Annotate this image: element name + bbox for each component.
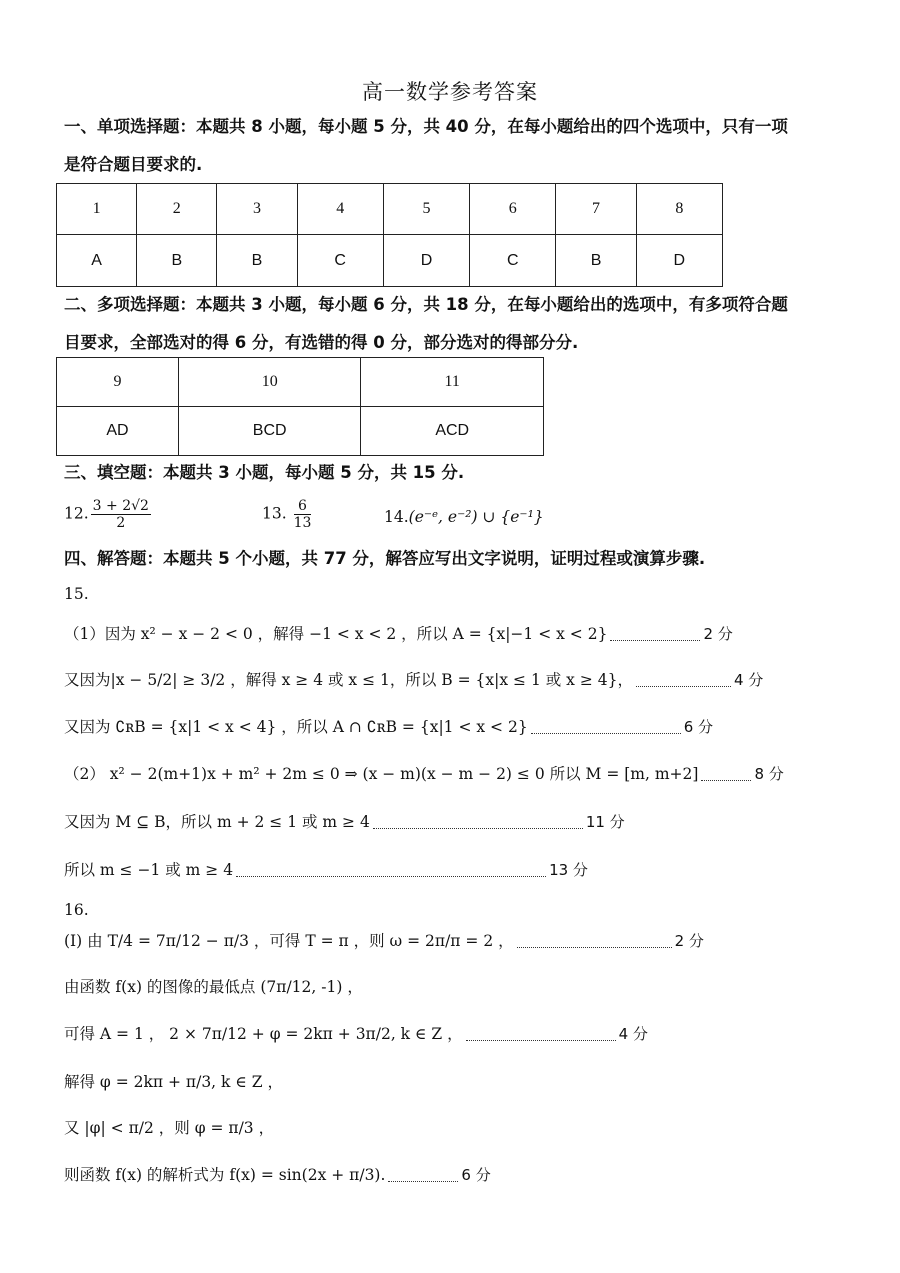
score-label: 11 分 [585,813,625,831]
section1-number-row [57,184,723,235]
section1-answer-row [57,235,723,287]
section4-heading: 四、解答题：本题共 5 个小题，共 77 分，解答应写出文字说明，证明过程或演算步骤. [64,549,706,568]
q16-step4 [64,1070,283,1094]
section2-number-row [57,358,544,407]
q15-step3-text: 又因为 ∁ʀB = {x|1 < x < 4} ，所以 A ∩ ∁ʀB = {x|1 < x < 2} [64,718,528,736]
q13-fraction [294,498,312,531]
q16-step1 [64,929,704,953]
table-cell: 4 [297,184,383,235]
score-label: 13 分 [549,861,588,879]
q15-step4 [64,762,784,786]
score-label: 2 分 [703,625,733,643]
score-label: 4 分 [618,1025,648,1043]
score-label: 8 分 [754,765,784,783]
q13-answer [262,498,313,531]
q15-step2 [64,668,763,692]
q16-step2-text: 由函数 f(x) 的图像的最低点 (7π/12, -1) ， [64,978,363,996]
table-cell: ACD [361,407,544,456]
dot-leader [636,676,731,687]
q16-step6-text: 则函数 f(x) 的解析式为 f(x) = sin(2x + π/3). [64,1166,386,1184]
dot-leader [373,818,583,829]
dot-leader [388,1171,458,1182]
table-cell: 2 [137,184,217,235]
q15-step4-text: （2） x² − 2(m+1)x + m² + 2m ≤ 0 ⇒ (x − m)(x − m − 2) ≤ 0 所以 M = [m, m+2] [64,765,699,783]
section1-answer-table [56,183,723,287]
score-label: 2 分 [674,932,704,950]
q12-numerator: 3 + 2√2 [92,498,149,514]
table-cell: 7 [556,184,636,235]
q16-step5-text: 又 |φ| < π/2 ，则 φ = π/3 ， [64,1119,275,1137]
table-cell: 11 [361,358,544,407]
table-cell: 9 [57,358,179,407]
table-cell: AD [57,407,179,456]
q15-step3 [64,715,713,739]
q16-step5 [64,1116,274,1140]
table-cell: D [636,235,722,287]
q13-denominator: 13 [293,515,312,531]
dot-leader [610,630,700,641]
q16-step2 [64,975,363,999]
q16-step3 [64,1022,648,1046]
q15-step2-prefix: 又因为 [64,671,111,689]
table-cell: 8 [636,184,722,235]
table-cell: 5 [383,184,469,235]
table-cell: B [137,235,217,287]
section3-heading: 三、填空题：本题共 3 小题，每小题 5 分，共 15 分. [64,463,465,482]
score-label: 4 分 [733,671,764,689]
section1-heading-line2: 是符合题目要求的. [64,155,203,174]
q14-answer [384,505,544,529]
q13-label: 13. [262,504,287,523]
q15-step1-text: （1）因为 x² − x − 2 < 0 ，解得 −1 < x < 2 ，所以 A = {x|−1 < x < 2} [64,625,608,643]
dot-leader [466,1030,616,1041]
section2-heading-line2: 目要求，全部选对的得 6 分，有选错的得 0 分，部分选对的得部分分. [64,333,579,352]
q15-label: 15. [64,585,89,603]
q12-denominator: 2 [116,515,126,531]
table-cell: D [383,235,469,287]
section2-heading [64,286,844,362]
table-cell: 6 [470,184,556,235]
table-cell: C [297,235,383,287]
q15-step6-text: 所以 m ≤ −1 或 m ≥ 4 [64,861,234,879]
table-cell: 10 [178,358,361,407]
dot-leader [517,937,672,948]
q15-step5-text: 又因为 M ⊆ B，所以 m + 2 ≤ 1 或 m ≥ 4 [64,813,370,831]
section2-answer-table [56,357,544,456]
q16-step4-text: 解得 φ = 2kπ + π/3, k ∈ Z ， [64,1073,283,1091]
q16-label: 16. [64,901,89,919]
q16-step1-prefix: (I) 由 [64,932,103,950]
table-cell: BCD [178,407,361,456]
section1-heading-line1: 一、单项选择题：本题共 8 小题，每小题 5 分，共 40 分，在每小题给出的四个选项中，只有一项 [64,117,788,136]
q16-step3-text: 可得 A = 1 ， 2 × 7π/12 + φ = 2kπ + 3π/2, k ∈ Z ， [64,1025,463,1043]
dot-leader [531,723,681,734]
table-cell: 3 [217,184,297,235]
table-cell: B [217,235,297,287]
section1-heading [64,108,844,184]
q12-answer [64,498,153,531]
dot-leader [701,770,751,781]
q16-step1-text: T/4 = 7π/12 − π/3 ，可得 T = π ，则 ω = 2π/π = 2 ， [107,932,514,950]
q14-expression: (e⁻ᵉ, e⁻²) ∪ {e⁻¹} [408,508,544,526]
table-cell: B [556,235,636,287]
section2-heading-line1: 二、多项选择题：本题共 3 小题，每小题 6 分，共 18 分，在每小题给出的选项中，有多项符合题 [64,295,788,314]
table-cell: 1 [57,184,137,235]
score-label: 6 分 [683,718,713,736]
table-cell: A [57,235,137,287]
q15-step2-text: |x − 5/2| ≥ 3/2 ，解得 x ≥ 4 或 x ≤ 1，所以 B = {x|x ≤ 1 或 x ≥ 4}， [110,671,633,689]
q15-step5 [64,810,625,834]
table-cell: C [470,235,556,287]
score-label: 6 分 [461,1166,491,1184]
q16-step6 [64,1163,491,1187]
q15-step1 [64,622,733,646]
q14-label: 14. [384,508,409,526]
q13-numerator: 6 [294,498,312,515]
page-title: 高一数学参考答案 [362,80,538,104]
q15-step6 [64,858,588,882]
q12-label: 12. [64,504,89,523]
q12-fraction [91,498,151,531]
section2-answer-row [57,407,544,456]
dot-leader [236,866,546,877]
